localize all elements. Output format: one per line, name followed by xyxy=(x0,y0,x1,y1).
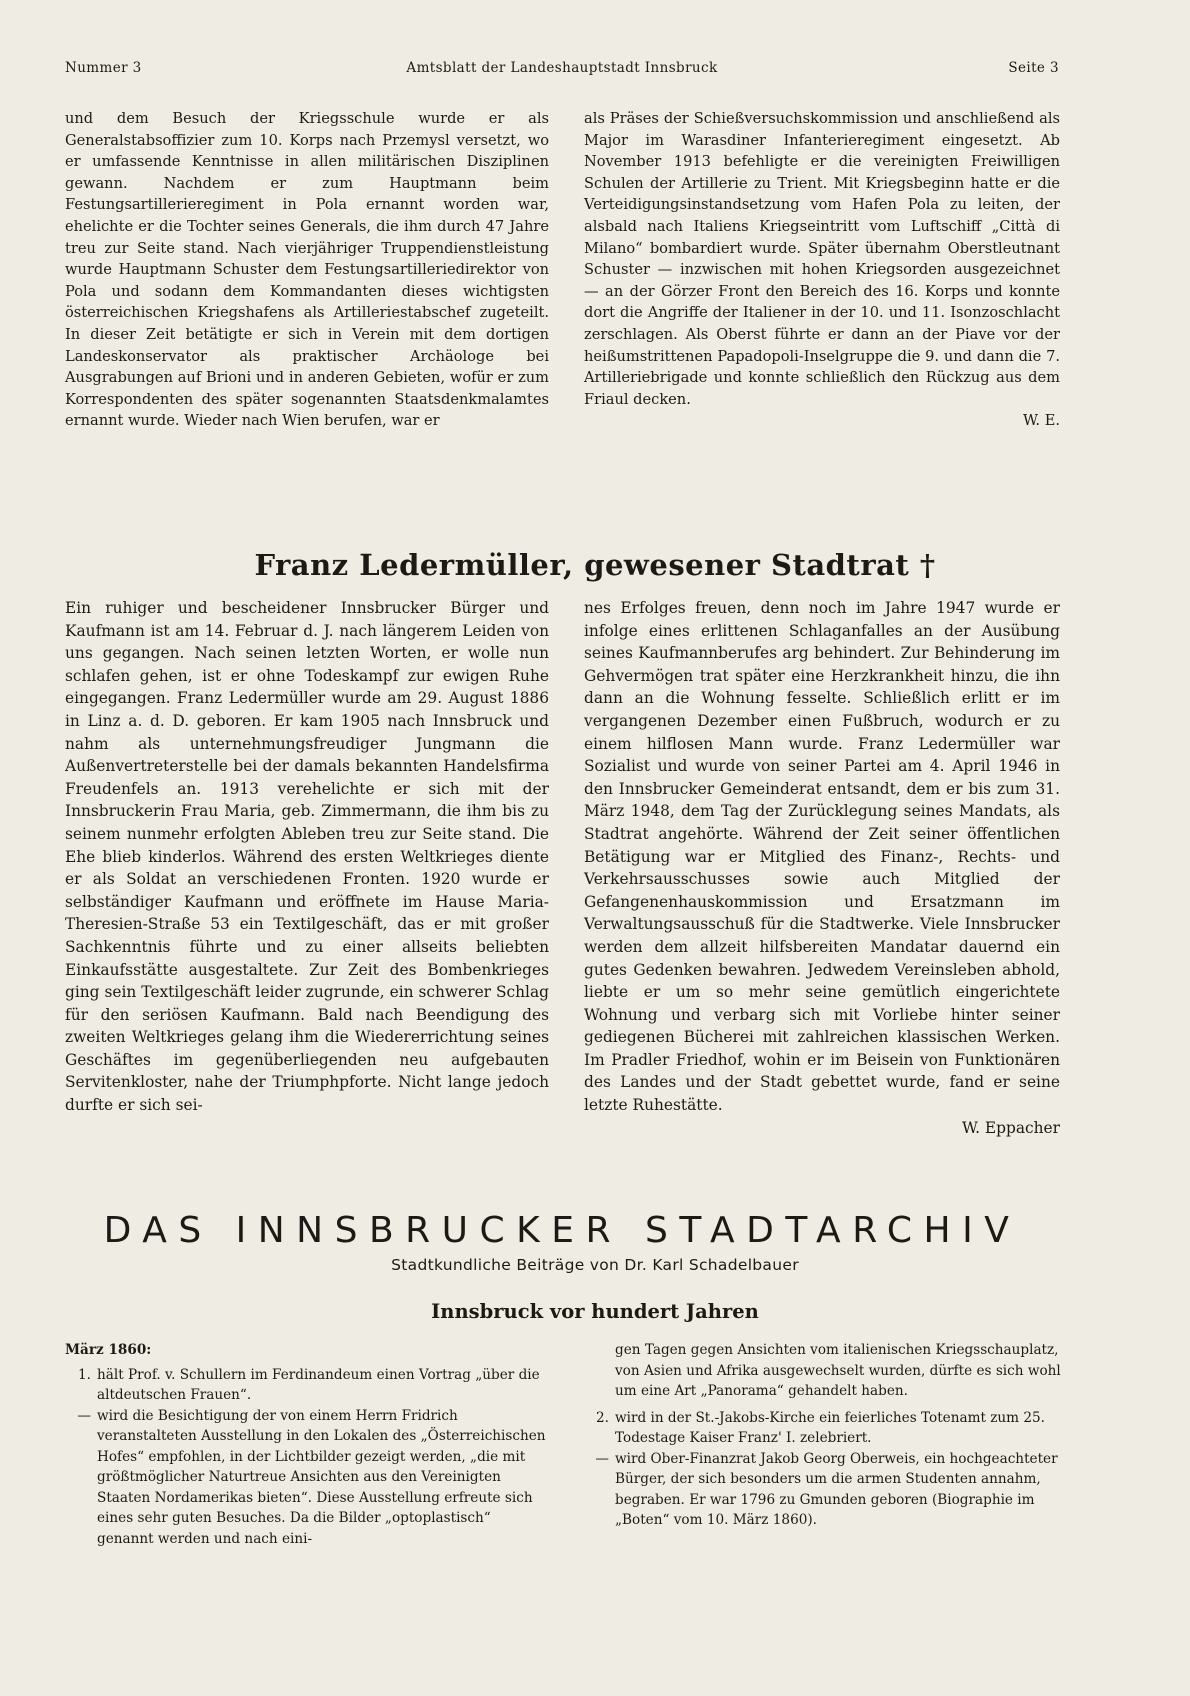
obituary-signature: W. Eppacher xyxy=(961,1118,1060,1137)
entry-text: gen Tagen gegen Ansichten vom italienischen Kriegsschauplatz, von Asien und Afrika ausgewechselt wurden, dürfte es sich wohl um eine Art „Panorama“ gehandelt haben. xyxy=(615,1342,1061,1399)
running-header xyxy=(65,60,1059,82)
obituary-right-text: nes Erfolges freuen, denn noch im Jahre 1947 wurde er infolge eines erlittenen Schlaganfalles an der Ausübung seines Kaufmannberufes arg behindert. Zur Behinderung im Gehvermögen trat später eine Herzkrankheit hinzu, die ihn dann an die Wohnung fesselte. Schließlich erlitt er im vergangenen Dezember einen Fußbruch, wodurch er zu einem hilflosen Mann wurde. Franz Ledermüller war Sozialist und wurde von seiner Partei am 4. April 1946 in den Innsbrucker Gemeinderat entsandt, dem er bis zum 31. März 1948, dem Tag der Zurücklegung seines Mandats, als Stadtrat angehörte. Während der Zeit seiner öffentlichen Betätigung war er Mitglied des Finanz-, Rechts- und Verkehrsausschusses sowie auch Mitglied der Gefangenenhauskommission und Ersatzmann im Verwaltungsausschuß für die Stadtwerke. Viele Innsbrucker werden dem allzeit hilfsbereiten Mandatar dauernd ein gutes Gedenken bewahren. Jedwedem Vereinsleben abhold, liebte er um so mehr seine gemütlich eingerichtete Wohnung und verbarg sich mit Vorliebe hinter seiner gediegenen Bücherei mit zahlreichen klassischen Werken. Im Pradler Friedhof, wohin er im Beisein von Funktionären des Landes und der Stadt gebettet wurde, fand er seine letzte Ruhestätte. xyxy=(584,599,1060,1115)
archive-title: DAS INNSBRUCKER STADTARCHIV xyxy=(103,1210,1021,1251)
obituary-column-right xyxy=(584,597,1060,1139)
top-article-column-right xyxy=(584,108,1060,432)
obituary-title: Franz Ledermüller, gewesener Stadtrat † xyxy=(254,548,936,582)
archive-entry xyxy=(65,1406,551,1550)
archive-date-heading: März 1860: xyxy=(65,1342,152,1358)
obituary-left-text: Ein ruhiger und bescheidener Innsbrucker Bürger und Kaufmann ist am 14. Februar d. J. nach längerem Leiden von uns gegangen. Nach seinen letzten Worten, er wolle nun schlafen gehen, ist er ohne Todeskampf zur ewigen Ruhe eingegangen. Franz Ledermüller wurde am 29. August 1886 in Linz a. d. D. geboren. Er kam 1905 nach Innsbruck und nahm als unternehmungsfreudiger Jungmann die Außenvertreterstelle bei der damals bekannten Handelsfirma Freudenfels an. 1913 verehelichte er sich mit der Innsbruckerin Frau Maria, geb. Zimmermann, die ihm bis zu seinem nunmehr erfolgten Ableben treu zur Seite stand. Die Ehe blieb kinderlos. Während des ersten Weltkrieges diente er als Soldat an verschiedenen Fronten. 1920 wurde er selbständiger Kaufmann und eröffnete im Hause Maria-Theresien-Straße 53 ein Textilgeschäft, das er mit großer Sachkenntnis führte und zu einer allseits beliebten Einkaufsstätte ausgestaltete. Zur Zeit des Bombenkrieges ging sein Textilgeschäft leider zugrunde, ein schwerer Schlag für den seriösen Kaufmann. Bald nach Beendigung des zweiten Weltkrieges gelang ihm die Wiedererrichtung seines Geschäftes im gegenüberliegenden neu aufgebauten Servitenkloster, nahe der Triumphpforte. Nicht lange jedoch durfte er sich sei- xyxy=(65,599,549,1115)
entry-marker: — xyxy=(595,1450,609,1467)
top-article-left-text: und dem Besuch der Kriegsschule wurde er als Generalstabsoffizier zum 10. Korps nach Przemysl versetzt, wo er umfassende Kenntnisse in allen militärischen Disziplinen gewann. Nachdem er zum Hauptmann beim Festungsartillerieregiment in Pola ernannt worden war, ehelichte er die Tochter seines Generals, die ihm durch 47 Jahre treu zur Seite stand. Nach vierjähriger Truppendienstleistung wurde Hauptmann Schuster dem Festungsartilleriedirektor von Pola und sodann dem Kommandanten dieses wichtigsten österreichischen Kriegshafens als Artilleriestabschef zugeteilt. In dieser Zeit betätigte er sich in Verein mit dem dortigen Landeskonservator als praktischer Archäologe bei Ausgrabungen auf Brioni und in anderen Gebieten, wofür er zum Korrespondenten des später sogenannten Staatsdenkmalamtes ernannt wurde. Wieder nach Wien berufen, war er xyxy=(65,110,549,430)
issue-number: Nummer 3 xyxy=(65,60,142,76)
top-article-column-left xyxy=(65,108,549,432)
entry-text: wird Ober-Finanzrat Jakob Georg Oberweis, ein hochgeachteter Bürger, der sich besonders um die armen Studenten annahm, begraben. Er war 1796 zu Gmunden geboren (Biographie im „Boten“ vom 10. März 1860). xyxy=(615,1450,1058,1528)
archive-entry xyxy=(65,1365,551,1406)
archive-entry xyxy=(583,1408,1061,1449)
entry-marker: 2. xyxy=(596,1409,609,1426)
top-article-right-text: als Präses der Schießversuchskommission und anschließend als Major im Warasdiner Infanterieregiment eingesetzt. Ab November 1913 befehligte er die vereinigten Freiwilligen Schulen der Artillerie zu Trient. Mit Kriegsbeginn hatte er die Verteidigungsinstandsetzung vom Hafen Pola zu leiten, der alsbald nach Italiens Kriegseintritt vom Luftschiff „Città di Milano“ bombardiert wurde. Später übernahm Oberstleutnant Schuster — inzwischen mit hohen Kriegsorden ausgezeichnet — an der Görzer Front den Bereich des 16. Korps und konnte dort die Angriffe der Italiener in der 10. und 11. Isonzoschlacht zerschlagen. Als Oberst führte er dann an der Piave vor der heißumstrittenen Papadopoli-Inselgruppe die 9. und dann die 7. Artilleriebrigade und konnte schließlich den Rückzug aus dem Friaul decken. xyxy=(584,110,1060,408)
entry-text: wird in der St.-Jakobs-Kirche ein feierliches Totenamt zum 25. Todestage Kaiser Franz' I. zelebriert. xyxy=(615,1409,1045,1446)
page-number: Seite 3 xyxy=(1008,60,1059,76)
archive-entry xyxy=(583,1449,1061,1531)
section-title: Innsbruck vor hundert Jahren xyxy=(431,1300,759,1323)
archive-entry-continuation xyxy=(583,1340,1061,1402)
obituary-column-left xyxy=(65,597,549,1117)
archive-column-right xyxy=(583,1340,1061,1531)
entry-text: wird die Besichtigung der von einem Herrn Fridrich veranstalteten Ausstellung in den Lokalen des „Österreichischen Hofes“ empfohlen, in der Lichtbilder gezeigt werden, „die mit größtmöglicher Naturtreue Ansichten aus den Vereinigten Staaten Nordamerikas bieten“. Diese Ausstellung erfreute sich eines sehr guten Besuches. Da die Bilder „optoplastisch“ genannt werden und nach eini- xyxy=(97,1407,546,1547)
entry-marker: 1. xyxy=(78,1366,91,1383)
archive-subtitle: Stadtkundliche Beiträge von Dr. Karl Schadelbauer xyxy=(391,1256,799,1274)
archive-column-left xyxy=(65,1340,551,1549)
top-article-signature: W. E. xyxy=(1022,412,1060,430)
entry-text: hält Prof. v. Schullern im Ferdinandeum einen Vortrag „über die altdeutschen Frauen“. xyxy=(97,1366,540,1403)
publication-title: Amtsblatt der Landeshauptstadt Innsbruck xyxy=(406,60,718,76)
entry-marker: — xyxy=(77,1407,91,1424)
